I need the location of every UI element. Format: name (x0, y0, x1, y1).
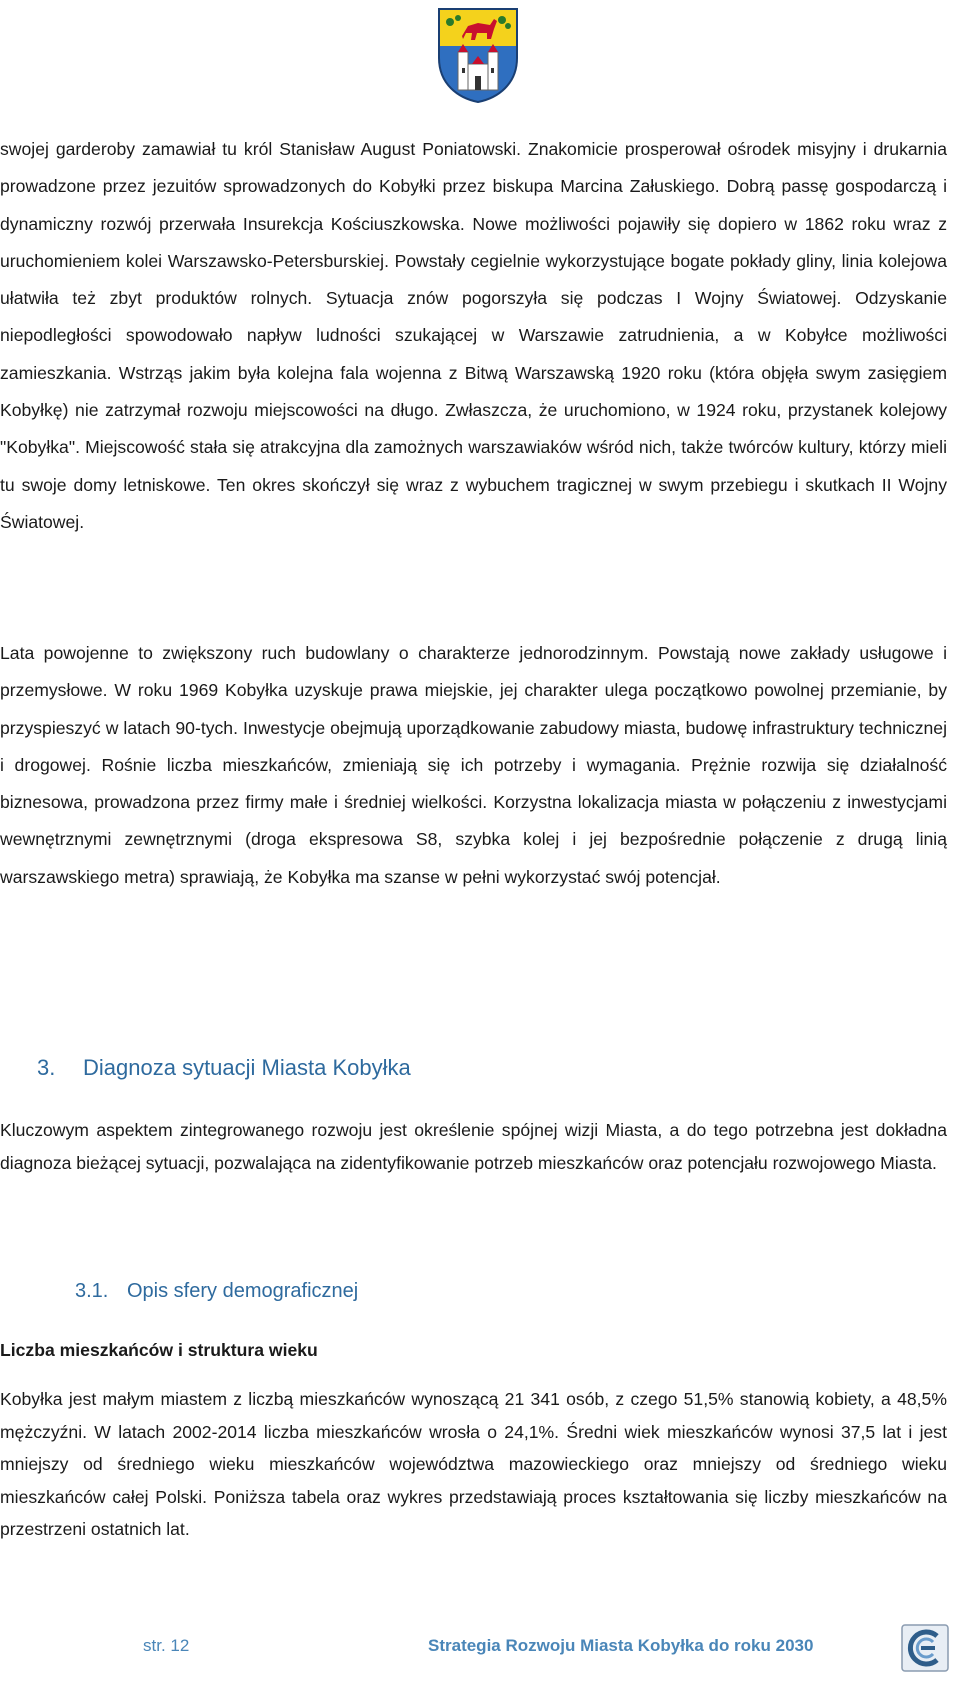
section-title: Diagnoza sytuacji Miasta Kobyłka (83, 1055, 411, 1080)
subsection-number: 3.1. (75, 1280, 109, 1302)
demographics-paragraph: Kobyłka jest małym miastem z liczbą mieszkańców wynoszącą 21 341 osób, z czego 51,5% stanowią kobiety, a 48,5% mężczyźni. W latach 2002-2014 liczba mieszkańców wrosła o 24,1%. Średni wiek mieszkańców wynosi 37,5 lat i jest mniejszy od średniego wieku mieszkańców województwa mazowieckiego oraz mniejszy od średniego wieku mieszkańców całej Polski. Poniższa tabela oraz wykres przedstawiają proces kształtowania się liczby mieszkańców na przestrzeni ostatnich lat. (0, 1389, 947, 1539)
publisher-logo-icon (901, 1624, 949, 1672)
section-heading (37, 1055, 411, 1081)
post-war-paragraph: Lata powojenne to zwiększony ruch budowlany o charakterze jednorodzinnym. Powstają nowe zakłady usługowe i przemysłowe. W roku 1969 Kobyłka uzyskuje prawa miejskie, jej charakter ulega początkowo powolnej przemianie, by przyspieszyć w latach 90-tych. Inwestycje obejmują uporządkowanie zabudowy miasta, budowę infrastruktury technicznej i drogowej. Rośnie liczba mieszkańców, zmieniają się ich potrzeby i wymagania. Prężnie rozwija się działalność biznesowa, prowadzona przez firmy małe i średniej wielkości. Korzystna lokalizacja miasta w połączeniu z inwestycjami wewnętrznymi zewnętrznymi (droga ekspresowa S8, szybka kolej i jej bezpośrednie połączenie z drugą linią warszawskiego metra) sprawiają, że Kobyłka ma szanse w pełni wykorzystać swój potencjał. (0, 643, 947, 887)
subsection-title: Opis sfery demograficznej (127, 1280, 359, 1302)
subheading: Liczba mieszkańców i struktura wieku (0, 1340, 318, 1360)
subsection-heading (75, 1280, 358, 1303)
page-number: str. 12 (143, 1636, 190, 1655)
section-number: 3. (37, 1055, 56, 1080)
document-title: Strategia Rozwoju Miasta Kobyłka do roku 2030 (428, 1636, 814, 1655)
kobylka-coat-of-arms-icon (436, 6, 520, 104)
history-paragraph: swojej garderoby zamawiał tu król Stanisław August Poniatowski. Znakomicie prosperował ośrodek misyjny i drukarnia prowadzone przez jezuitów sprowadzonych do Kobyłki przez biskupa Marcina Załuskiego. Dobrą passę gospodarczą i dynamiczny rozwój przerwała Insurekcja Kościuszkowska. Nowe możliwości pojawiły się dopiero w 1862 roku wraz z uruchomieniem kolei Warszawsko-Petersburskiej. Powstały cegielnie wykorzystujące bogate pokłady gliny, linia kolejowa ułatwiła też zbyt produktów rolnych. Sytuacja znów pogorszyła się podczas I Wojny Światowej. Odzyskanie niepodległości spowodowało napływ ludności szukającej w Warszawie zatrudnienia, a w Kobyłce możliwości zamieszkania. Wstrząs jakim była kolejna fala wojenna z Bitwą Warszawską 1920 roku (która objęła swym zasięgiem Kobyłkę) nie zatrzymał rozwoju miejscowości na długo. Zwłaszcza, że uruchomiono, w 1924 roku, przystanek kolejowy "Kobyłka". Miejscowość stała się atrakcyjna dla zamożnych warszawiaków wśród nich, także twórców kultury, którzy mieli tu swoje domy letniskowe. Ten okres skończył się wraz z wybuchem tragicznej w swym przebiegu i skutkach II Wojny Światowej. (0, 139, 947, 532)
section-intro-paragraph: Kluczowym aspektem zintegrowanego rozwoju jest określenie spójnej wizji Miasta, a do tego potrzebna jest dokładna diagnoza bieżącej sytuacji, pozwalająca na zidentyfikowanie potrzeb mieszkańców oraz potencjału rozwojowego Miasta. (0, 1120, 947, 1173)
